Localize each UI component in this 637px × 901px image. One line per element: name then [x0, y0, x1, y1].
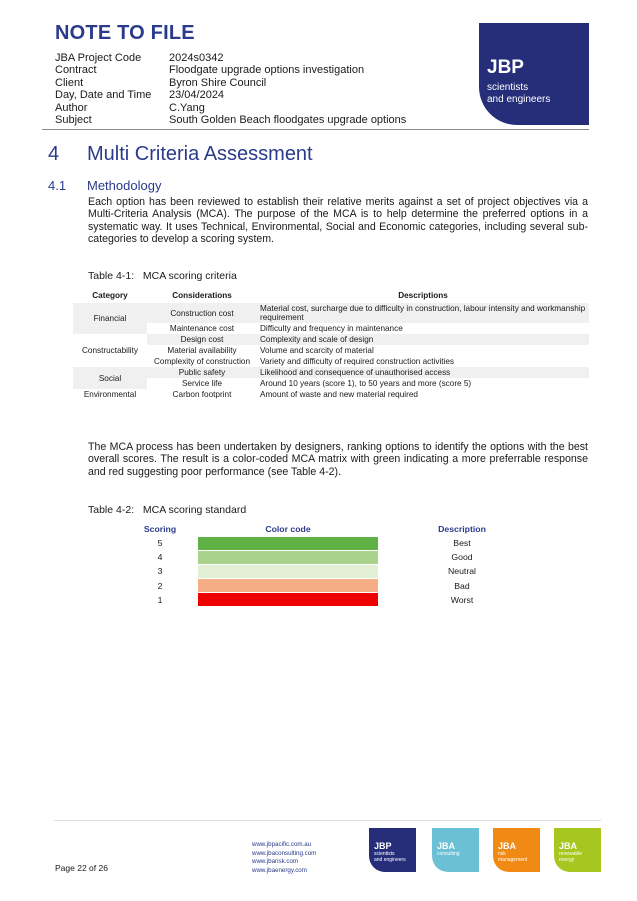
column-header-description: Description: [438, 524, 486, 534]
color-cell: [196, 550, 380, 564]
color-swatch: [198, 579, 378, 592]
meta-value: C.Yang: [169, 101, 205, 114]
meta-row: [55, 102, 406, 114]
color-swatch: [198, 565, 378, 578]
color-swatch: [198, 551, 378, 564]
meta-row: [55, 64, 406, 76]
column-header-descriptions: Descriptions: [398, 291, 448, 300]
category-cell: Financial: [73, 303, 147, 334]
logo-tagline: [487, 82, 550, 106]
meta-label: Day, Date and Time: [55, 89, 152, 102]
consideration-cell: Construction cost: [147, 303, 257, 323]
meta-label: Client: [55, 76, 84, 89]
footer-divider: [54, 820, 601, 821]
description-cell: Bad: [454, 580, 470, 591]
table-row: [73, 356, 589, 367]
footer-links: [252, 841, 316, 875]
tile-name: JBA: [437, 841, 456, 851]
description-cell: Good: [451, 552, 473, 563]
scoring-row: [124, 593, 544, 607]
table-row: [73, 345, 589, 356]
table-row: [73, 323, 589, 334]
table2-caption: Table 4-2: MCA scoring standard: [88, 504, 247, 516]
table1-caption: Table 4-1: MCA scoring criteria: [88, 270, 237, 282]
tile-name: JBP: [374, 841, 392, 851]
tile-tagline-line2: and engineers: [374, 856, 406, 863]
color-cell: [196, 564, 380, 578]
score-cell: 1: [157, 594, 163, 605]
methodology-paragraph: Each option has been reviewed to establish their relative merits against a set of project objectives via a Multi-Criteria Analysis (MCA). The purpose of the MCA is to help determine the preferred options in a systematic way. It uses Technical, Environmental, Social and Economic categories, including several sub-categories to develop a scoring system.: [88, 196, 588, 246]
tile-name: JBA: [498, 841, 517, 851]
subsection-heading: [48, 178, 161, 193]
column-header-category: Category: [92, 291, 128, 300]
footer-link[interactable]: www.jbpacific.com.au: [252, 841, 312, 848]
consideration-cell: Service life: [181, 379, 223, 388]
consideration-cell: Public safety: [147, 367, 257, 378]
header-divider: [42, 129, 589, 130]
meta-value: Byron Shire Council: [169, 76, 267, 89]
description-cell: Worst: [450, 594, 474, 605]
table-row: [73, 334, 589, 345]
category-cell: Environmental: [83, 390, 137, 399]
tile-tagline-line2: energy: [559, 856, 575, 863]
meta-label: JBA Project Code: [55, 52, 142, 64]
footer-logo-jba-energy: [554, 828, 601, 872]
description-cell: Variety and difficulty of required construction activities: [260, 357, 455, 366]
logo-tagline-line2: and engineers: [487, 94, 551, 105]
description-cell: Volume and scarcity of material: [260, 346, 374, 355]
tile-tagline: [559, 852, 582, 863]
meta-row: [55, 89, 406, 101]
table-row: [73, 367, 589, 378]
consideration-cell: Carbon footprint: [172, 390, 232, 399]
consideration-cell: Complexity of construction: [153, 357, 250, 366]
subsection-title: Methodology: [87, 178, 162, 193]
logo-name: JBP: [487, 57, 524, 78]
description-cell: Best: [453, 538, 471, 549]
scoring-row: [124, 536, 544, 550]
meta-row: [55, 114, 406, 126]
subsection-number: 4.1: [48, 178, 67, 193]
section-title: Multi Criteria Assessment: [87, 143, 313, 165]
color-swatch: [198, 593, 378, 606]
score-cell: 5: [157, 538, 163, 549]
tile-tagline: [437, 852, 460, 858]
meta-row: [55, 52, 406, 64]
description-cell: Likelihood and consequence of unauthorised access: [257, 367, 589, 378]
description-cell: Neutral: [447, 566, 476, 577]
tile-tagline-line1: risk: [498, 851, 506, 857]
mca-criteria-table: [73, 288, 589, 400]
category-cell: Constructability: [82, 346, 138, 355]
meta-value: 2024s0342: [169, 52, 224, 64]
page-number: Page 22 of 26: [55, 863, 108, 873]
column-header-considerations: Considerations: [172, 291, 232, 300]
consideration-cell: Design cost: [147, 334, 257, 345]
logo-tagline-line1: scientists: [487, 82, 529, 93]
scoring-row: [124, 579, 544, 593]
score-cell: 2: [157, 580, 163, 591]
table-header-row: [73, 288, 589, 303]
column-header-color-code: Color code: [265, 524, 311, 534]
scoring-row: [124, 564, 544, 578]
table-header-row: [124, 522, 544, 536]
consideration-cell: Material availability: [167, 346, 237, 355]
meta-value: Floodgate upgrade options investigation: [169, 64, 365, 77]
footer-link[interactable]: www.jbarisk.com: [252, 858, 299, 866]
meta-label: Contract: [55, 64, 97, 77]
tile-tagline: [498, 852, 527, 863]
description-cell: Complexity and scale of design: [257, 334, 589, 345]
document-title: NOTE TO FILE: [55, 22, 195, 44]
tile-tagline-line2: management: [498, 856, 528, 863]
project-metadata: [55, 52, 406, 126]
meta-value: South Golden Beach floodgates upgrade options: [169, 114, 407, 127]
mca-process-paragraph: The MCA process has been undertaken by designers, ranking options to identify the options with the best overall scores. The result is a color-coded MCA matrix with green indicating a more preferrable response and red suggesting poor performance (see Table 4-2).: [88, 441, 588, 478]
meta-label: Author: [55, 101, 88, 114]
footer-link[interactable]: www.jbaconsulting.com: [252, 849, 317, 857]
score-cell: 4: [157, 552, 163, 563]
jbp-logo: [479, 23, 589, 125]
description-cell: Around 10 years (score 1), to 50 years and more (score 5): [260, 379, 472, 388]
category-cell: Social: [73, 367, 147, 389]
description-cell: Amount of waste and new material required: [260, 390, 418, 399]
footer-logo-jba-consulting: [432, 828, 479, 872]
consideration-cell: Maintenance cost: [169, 324, 235, 333]
color-cell: [196, 593, 380, 607]
section-heading: [48, 143, 313, 166]
tile-tagline: [374, 852, 406, 863]
footer-logo-jbp: [369, 828, 416, 872]
color-cell: [196, 579, 380, 593]
scoring-row: [124, 550, 544, 564]
table-row: [73, 303, 589, 323]
tile-tagline-line1: scientists: [374, 851, 395, 857]
color-swatch: [198, 537, 378, 550]
table-row: [73, 378, 589, 389]
meta-row: [55, 77, 406, 89]
footer-link[interactable]: www.jbaenergy.com: [252, 866, 307, 874]
description-cell: Material cost, surcharge due to difficulty in construction, labour intensity and workmanship requirement: [257, 303, 589, 323]
column-header-scoring: Scoring: [143, 524, 177, 534]
meta-value: 23/04/2024: [169, 89, 225, 102]
tile-tagline-line1: renewable: [559, 851, 583, 857]
section-number: 4: [48, 143, 60, 165]
color-cell: [196, 536, 380, 550]
score-cell: 3: [157, 566, 163, 577]
table-row: [73, 389, 589, 400]
footer-logo-jba-risk: [493, 828, 540, 872]
meta-label: Subject: [55, 114, 92, 127]
tile-name: JBA: [559, 841, 578, 851]
tile-tagline-line1: consulting: [437, 851, 460, 857]
mca-scoring-table: [124, 522, 544, 607]
description-cell: Difficulty and frequency in maintenance: [260, 324, 403, 333]
